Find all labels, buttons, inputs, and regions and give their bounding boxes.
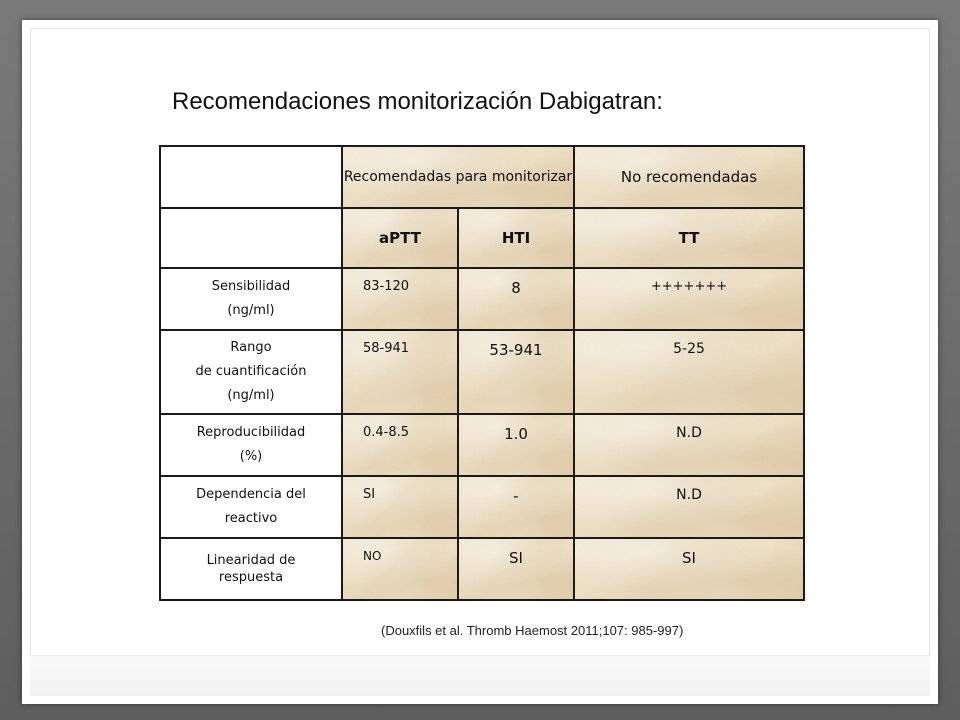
- header-empty-cell-2: [160, 208, 342, 268]
- row-label-line: de cuantificación: [195, 364, 307, 379]
- citation: (Douxfils et al. Thromb Haemost 2011;107: 985-997): [381, 623, 684, 638]
- row-label-rango: [160, 330, 342, 414]
- row-label-line: respuesta: [218, 570, 284, 585]
- row-label-sensibilidad: [160, 268, 342, 330]
- cell-hti: 8: [458, 268, 574, 330]
- row-label-line: Linearidad de: [206, 553, 296, 568]
- header-recommended: Recomendadas para monitorizar: [342, 146, 574, 208]
- slide: [22, 20, 938, 704]
- row-label-linearidad: [160, 538, 342, 600]
- cell-aptt: 58-941: [342, 330, 458, 414]
- row-label-line: Sensibilidad: [211, 279, 291, 294]
- header-empty-cell: [160, 146, 342, 208]
- cell-tt: N.D: [574, 414, 804, 476]
- row-label-line: (ng/ml): [227, 388, 275, 403]
- header-not-recommended: No recomendadas: [574, 146, 804, 208]
- recommendations-table: [159, 145, 805, 601]
- table-row: [160, 268, 804, 330]
- row-label-line: Reproducibilidad: [196, 425, 306, 440]
- cell-hti: 1.0: [458, 414, 574, 476]
- row-label-line: (ng/ml): [227, 303, 275, 318]
- cell-hti: 53-941: [458, 330, 574, 414]
- table-row: [160, 330, 804, 414]
- table-header-row-2: [160, 208, 804, 268]
- cell-tt: SI: [574, 538, 804, 600]
- cell-hti: -: [458, 476, 574, 538]
- table-header-row-1: [160, 146, 804, 208]
- row-label-line: (%): [239, 449, 263, 464]
- cell-aptt: 83-120: [342, 268, 458, 330]
- cell-tt: N.D: [574, 476, 804, 538]
- header-aptt: aPTT: [342, 208, 458, 268]
- row-label-reproducibilidad: [160, 414, 342, 476]
- table-row: [160, 538, 804, 600]
- slide-title: Recomendaciones monitorización Dabigatran:: [172, 88, 663, 115]
- header-hti: HTI: [458, 208, 574, 268]
- row-label-line: Dependencia del: [196, 487, 306, 502]
- row-label-line: reactivo: [224, 511, 278, 526]
- cell-aptt: NO: [342, 538, 458, 600]
- table-row: [160, 414, 804, 476]
- cell-hti: SI: [458, 538, 574, 600]
- row-label-dependencia: [160, 476, 342, 538]
- table-row: [160, 476, 804, 538]
- cell-aptt: 0.4-8.5: [342, 414, 458, 476]
- cell-aptt: SI: [342, 476, 458, 538]
- header-tt: TT: [574, 208, 804, 268]
- row-label-line: Rango: [230, 340, 272, 355]
- cell-tt: +++++++: [574, 268, 804, 330]
- slide-footer-band: [30, 655, 930, 696]
- cell-tt: 5-25: [574, 330, 804, 414]
